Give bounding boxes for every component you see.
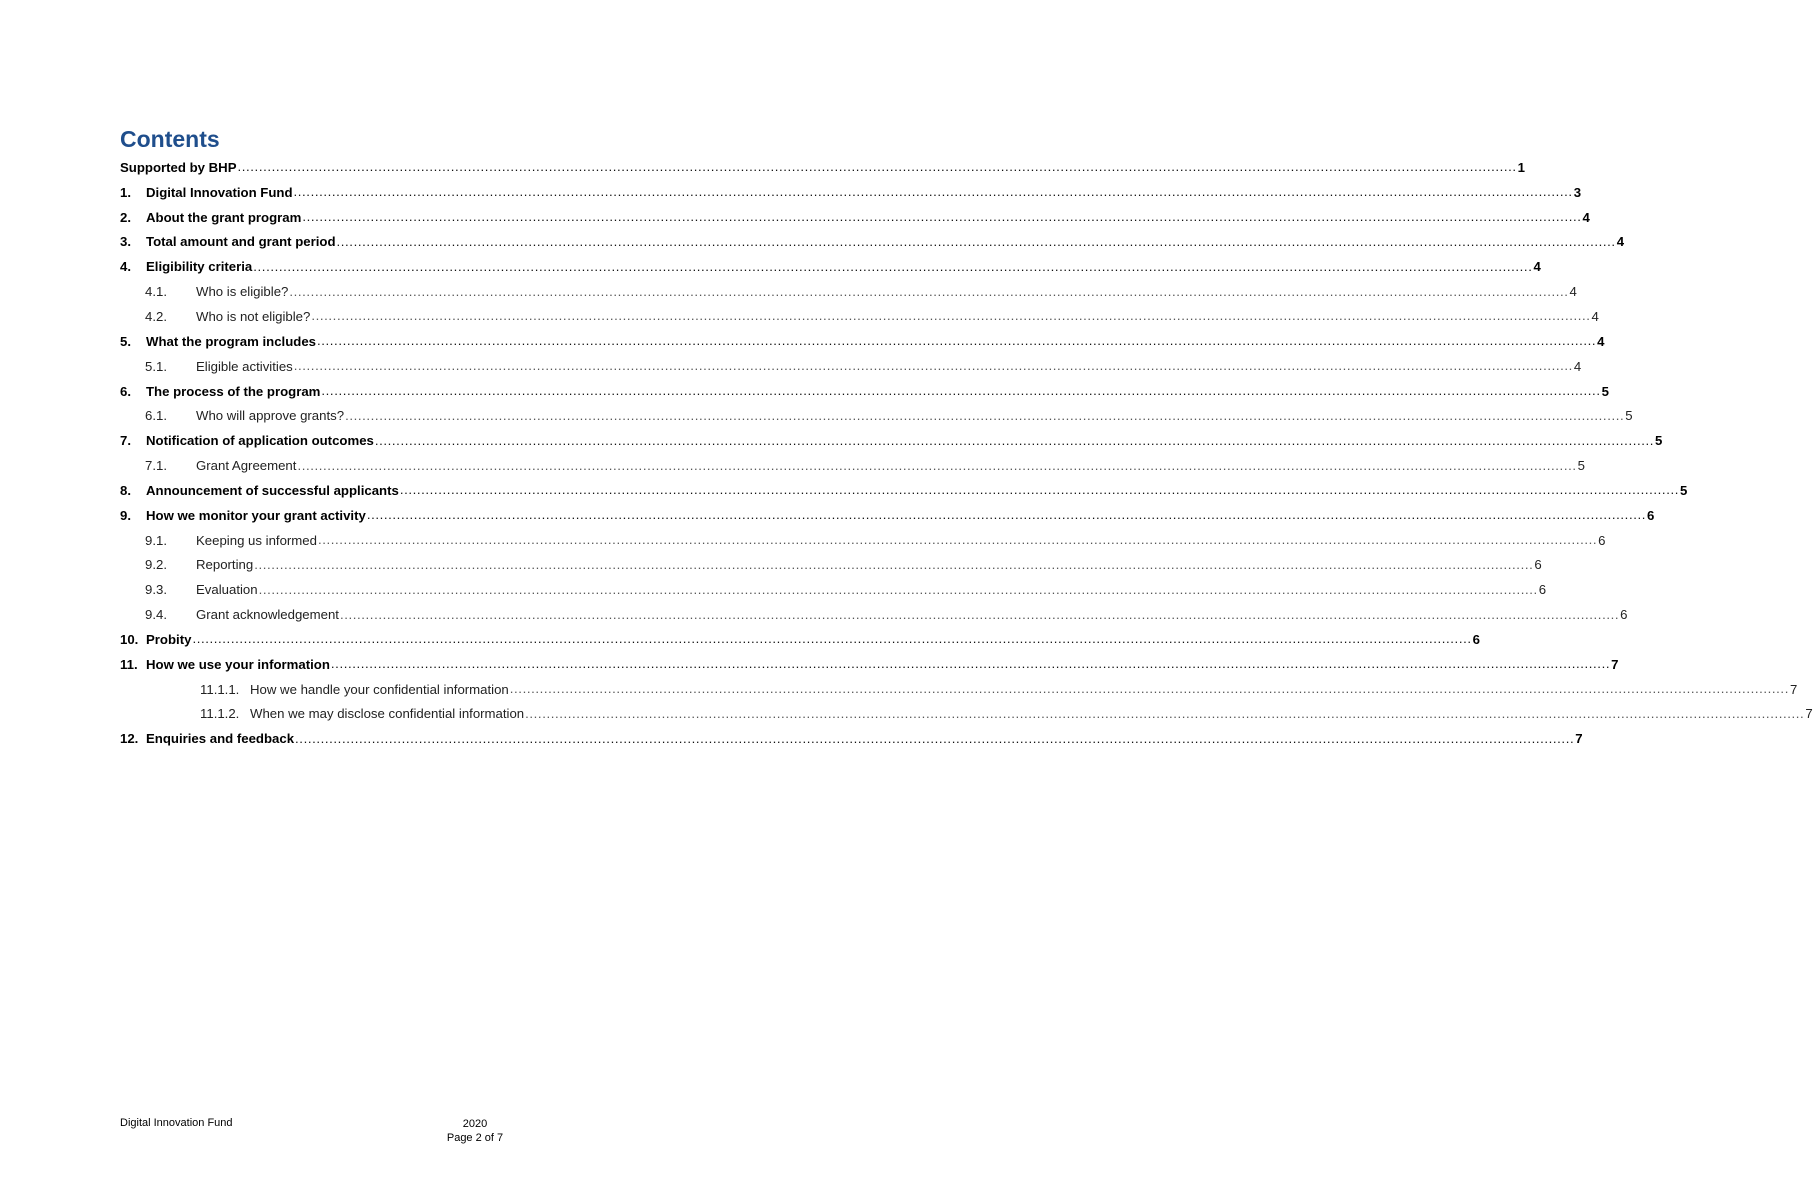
toc-entry[interactable] <box>120 205 1590 230</box>
toc-entry[interactable] <box>120 379 1609 404</box>
toc-entry-number: 7. <box>120 433 131 449</box>
toc-entry-page-number: 6 <box>1598 532 1606 548</box>
footer-document-title: Digital Innovation Fund <box>120 1117 233 1129</box>
toc-dot-leader: ............................................................................................................................................................................................................................................................................................................ <box>237 159 1517 175</box>
toc-entry[interactable] <box>120 503 1655 528</box>
toc-dot-leader: ............................................................................................................................................................................................................................................................................................................ <box>330 656 1611 672</box>
toc-entry-number: 10. <box>120 631 139 647</box>
toc-dot-leader: ............................................................................................................................................................................................................................................................................................................ <box>339 606 1620 622</box>
toc-entry-number: 9.1. <box>145 532 167 548</box>
toc-entry-page-number: 6 <box>1538 582 1547 598</box>
toc-entry-title[interactable]: Who will approve grants? <box>196 408 345 424</box>
toc-entry[interactable] <box>120 726 1583 751</box>
toc-entry-page-number: 3 <box>1573 184 1582 200</box>
toc-entry[interactable] <box>120 230 1625 255</box>
toc-dot-leader: ............................................................................................................................................................................................................................................................................................................ <box>311 308 1591 324</box>
toc-entry-number: 11.1.1. <box>200 681 240 697</box>
toc-entry[interactable] <box>120 279 1577 304</box>
toc-entry-title[interactable]: Supported by BHP <box>120 159 237 175</box>
toc-entry-page-number: 4 <box>1569 284 1577 300</box>
toc-dot-leader: ............................................................................................................................................................................................................................................................................................................ <box>374 432 1655 448</box>
toc-entry-page-number: 6 <box>1620 607 1628 623</box>
toc-entry-title[interactable]: Reporting <box>196 557 254 573</box>
toc-entry-page-number: 4 <box>1597 333 1605 349</box>
toc-entry-title[interactable]: Announcement of successful applicants <box>146 482 399 498</box>
toc-entry-number: 6. <box>120 383 131 399</box>
toc-entry[interactable] <box>120 403 1633 428</box>
toc-entry-page-number: 4 <box>1582 209 1590 225</box>
toc-entry-title[interactable]: About the grant program <box>146 209 302 225</box>
toc-entry-number: 3. <box>120 234 131 250</box>
toc-entry[interactable] <box>120 478 1688 503</box>
toc-entry-page-number: 7 <box>1805 706 1813 722</box>
toc-entry-number: 4.1. <box>145 284 167 300</box>
toc-entry[interactable] <box>120 155 1526 180</box>
toc-entry-title[interactable]: Grant acknowledgement <box>196 607 339 623</box>
toc-dot-leader: ............................................................................................................................................................................................................................................................................................................ <box>293 184 1573 200</box>
toc-entry-page-number: 4 <box>1573 358 1582 374</box>
toc-entry-title[interactable]: How we use your information <box>146 656 330 672</box>
toc-entry[interactable] <box>120 304 1599 329</box>
toc-entry[interactable] <box>120 329 1605 354</box>
toc-entry-page-number: 5 <box>1679 482 1688 498</box>
toc-entry-page-number: 5 <box>1601 383 1609 399</box>
toc-entry-title[interactable]: Grant Agreement <box>196 458 297 474</box>
toc-entry-number: 5. <box>120 333 131 349</box>
toc-entry-title[interactable]: Probity <box>146 631 192 647</box>
toc-entry-title[interactable]: Eligible activities <box>196 358 293 374</box>
toc-entry-number: 9.4. <box>145 607 167 623</box>
toc-entry-title[interactable]: How we monitor your grant activity <box>146 507 366 523</box>
toc-entry-title[interactable]: Notification of application outcomes <box>146 433 374 449</box>
toc-entry[interactable] <box>120 652 1619 677</box>
footer-page-info <box>420 1117 530 1145</box>
toc-entry-title[interactable]: Keeping us informed <box>196 532 317 548</box>
toc-dot-leader: ............................................................................................................................................................................................................................................................................................................ <box>258 581 1538 597</box>
toc-entry-number: 2. <box>120 209 131 225</box>
toc-entry[interactable] <box>120 180 1582 205</box>
toc-entry-page-number: 7 <box>1575 731 1583 747</box>
toc-dot-leader: ............................................................................................................................................................................................................................................................................................................ <box>293 358 1573 374</box>
toc-entry-page-number: 4 <box>1533 259 1541 275</box>
toc-entry-page-number: 6 <box>1472 631 1480 647</box>
toc-entry-number: 1. <box>120 184 131 200</box>
toc-entry[interactable] <box>120 354 1582 379</box>
toc-entry-number: 11.1.2. <box>200 706 240 722</box>
toc-dot-leader: ............................................................................................................................................................................................................................................................................................................ <box>336 233 1616 249</box>
toc-dot-leader: ............................................................................................................................................................................................................................................................................................................ <box>345 407 1625 423</box>
toc-entry-page-number: 7 <box>1611 656 1619 672</box>
toc-dot-leader: ............................................................................................................................................................................................................................................................................................................ <box>321 383 1601 399</box>
toc-entry-title[interactable]: The process of the program <box>146 383 321 399</box>
toc-entry-title[interactable]: Enquiries and feedback <box>146 731 295 747</box>
toc-entry-number: 4. <box>120 259 131 275</box>
toc-dot-leader: ............................................................................................................................................................................................................................................................................................................ <box>289 283 1569 299</box>
toc-entry-page-number: 5 <box>1577 458 1585 474</box>
toc-dot-leader: ............................................................................................................................................................................................................................................................................................................ <box>192 631 1472 647</box>
toc-entry-page-number: 4 <box>1616 234 1625 250</box>
toc-entry-number: 9.3. <box>145 582 167 598</box>
toc-dot-leader: ............................................................................................................................................................................................................................................................................................................ <box>297 457 1577 473</box>
toc-entry-number: 4.2. <box>145 308 167 324</box>
toc-dot-leader: ............................................................................................................................................................................................................................................................................................................ <box>254 556 1534 572</box>
toc-entry[interactable] <box>120 677 1798 702</box>
footer-page-number: Page 2 of 7 <box>446 1132 504 1144</box>
toc-entry[interactable] <box>120 602 1628 627</box>
toc-entry-title[interactable]: How we handle your confidential information <box>250 681 509 697</box>
toc-entry-number: 9.2. <box>145 557 167 573</box>
toc-entry[interactable] <box>120 702 1813 727</box>
toc-entry-title[interactable]: Digital Innovation Fund <box>146 184 293 200</box>
toc-entry-page-number: 4 <box>1591 308 1599 324</box>
toc-entry-title[interactable]: Total amount and grant period <box>146 234 336 250</box>
toc-dot-leader: ............................................................................................................................................................................................................................................................................................................ <box>366 507 1646 523</box>
footer-year: 2020 <box>462 1118 488 1130</box>
toc-entry-number: 11. <box>120 656 138 672</box>
table-of-contents <box>120 155 1813 751</box>
toc-entry-page-number: 7 <box>1789 681 1798 697</box>
toc-entry-title[interactable]: Evaluation <box>196 582 258 598</box>
toc-entry-page-number: 1 <box>1517 159 1526 175</box>
toc-entry-number: 6.1. <box>145 408 167 424</box>
toc-entry-title[interactable]: When we may disclose confidential information <box>250 706 525 722</box>
toc-entry[interactable] <box>120 553 1542 578</box>
toc-entry-number: 7.1. <box>145 458 167 474</box>
toc-entry[interactable] <box>120 453 1585 478</box>
toc-dot-leader: ............................................................................................................................................................................................................................................................................................................ <box>302 209 1582 225</box>
toc-entry-title[interactable]: Who is eligible? <box>196 284 289 300</box>
toc-entry[interactable] <box>120 528 1606 553</box>
toc-entry[interactable] <box>120 254 1541 279</box>
toc-entry[interactable] <box>120 577 1547 602</box>
toc-entry-page-number: 6 <box>1647 507 1655 523</box>
toc-entry[interactable] <box>120 428 1663 453</box>
toc-entry-title[interactable]: What the program includes <box>146 333 316 349</box>
toc-entry-number: 9. <box>120 507 131 523</box>
toc-dot-leader: ............................................................................................................................................................................................................................................................................................................ <box>317 333 1597 349</box>
toc-entry-number: 8. <box>120 482 131 498</box>
toc-dot-leader: ............................................................................................................................................................................................................................................................................................................ <box>253 258 1533 274</box>
toc-entry-title[interactable]: Eligibility criteria <box>146 259 253 275</box>
toc-entry-number: 12. <box>120 731 139 747</box>
toc-dot-leader: ............................................................................................................................................................................................................................................................................................................ <box>295 730 1575 746</box>
toc-dot-leader: ............................................................................................................................................................................................................................................................................................................ <box>317 532 1598 548</box>
toc-entry-page-number: 6 <box>1534 557 1542 573</box>
toc-entry-page-number: 5 <box>1655 433 1663 449</box>
toc-dot-leader: ............................................................................................................................................................................................................................................................................................................ <box>525 705 1805 721</box>
toc-entry-title[interactable]: Who is not eligible? <box>196 308 311 324</box>
toc-dot-leader: ............................................................................................................................................................................................................................................................................................................ <box>509 681 1789 697</box>
toc-entry[interactable] <box>120 627 1480 652</box>
toc-entry-page-number: 5 <box>1625 408 1633 424</box>
toc-entry-number: 5.1. <box>145 358 167 374</box>
page-title: Contents <box>120 126 220 152</box>
toc-dot-leader: ............................................................................................................................................................................................................................................................................................................ <box>399 482 1679 498</box>
